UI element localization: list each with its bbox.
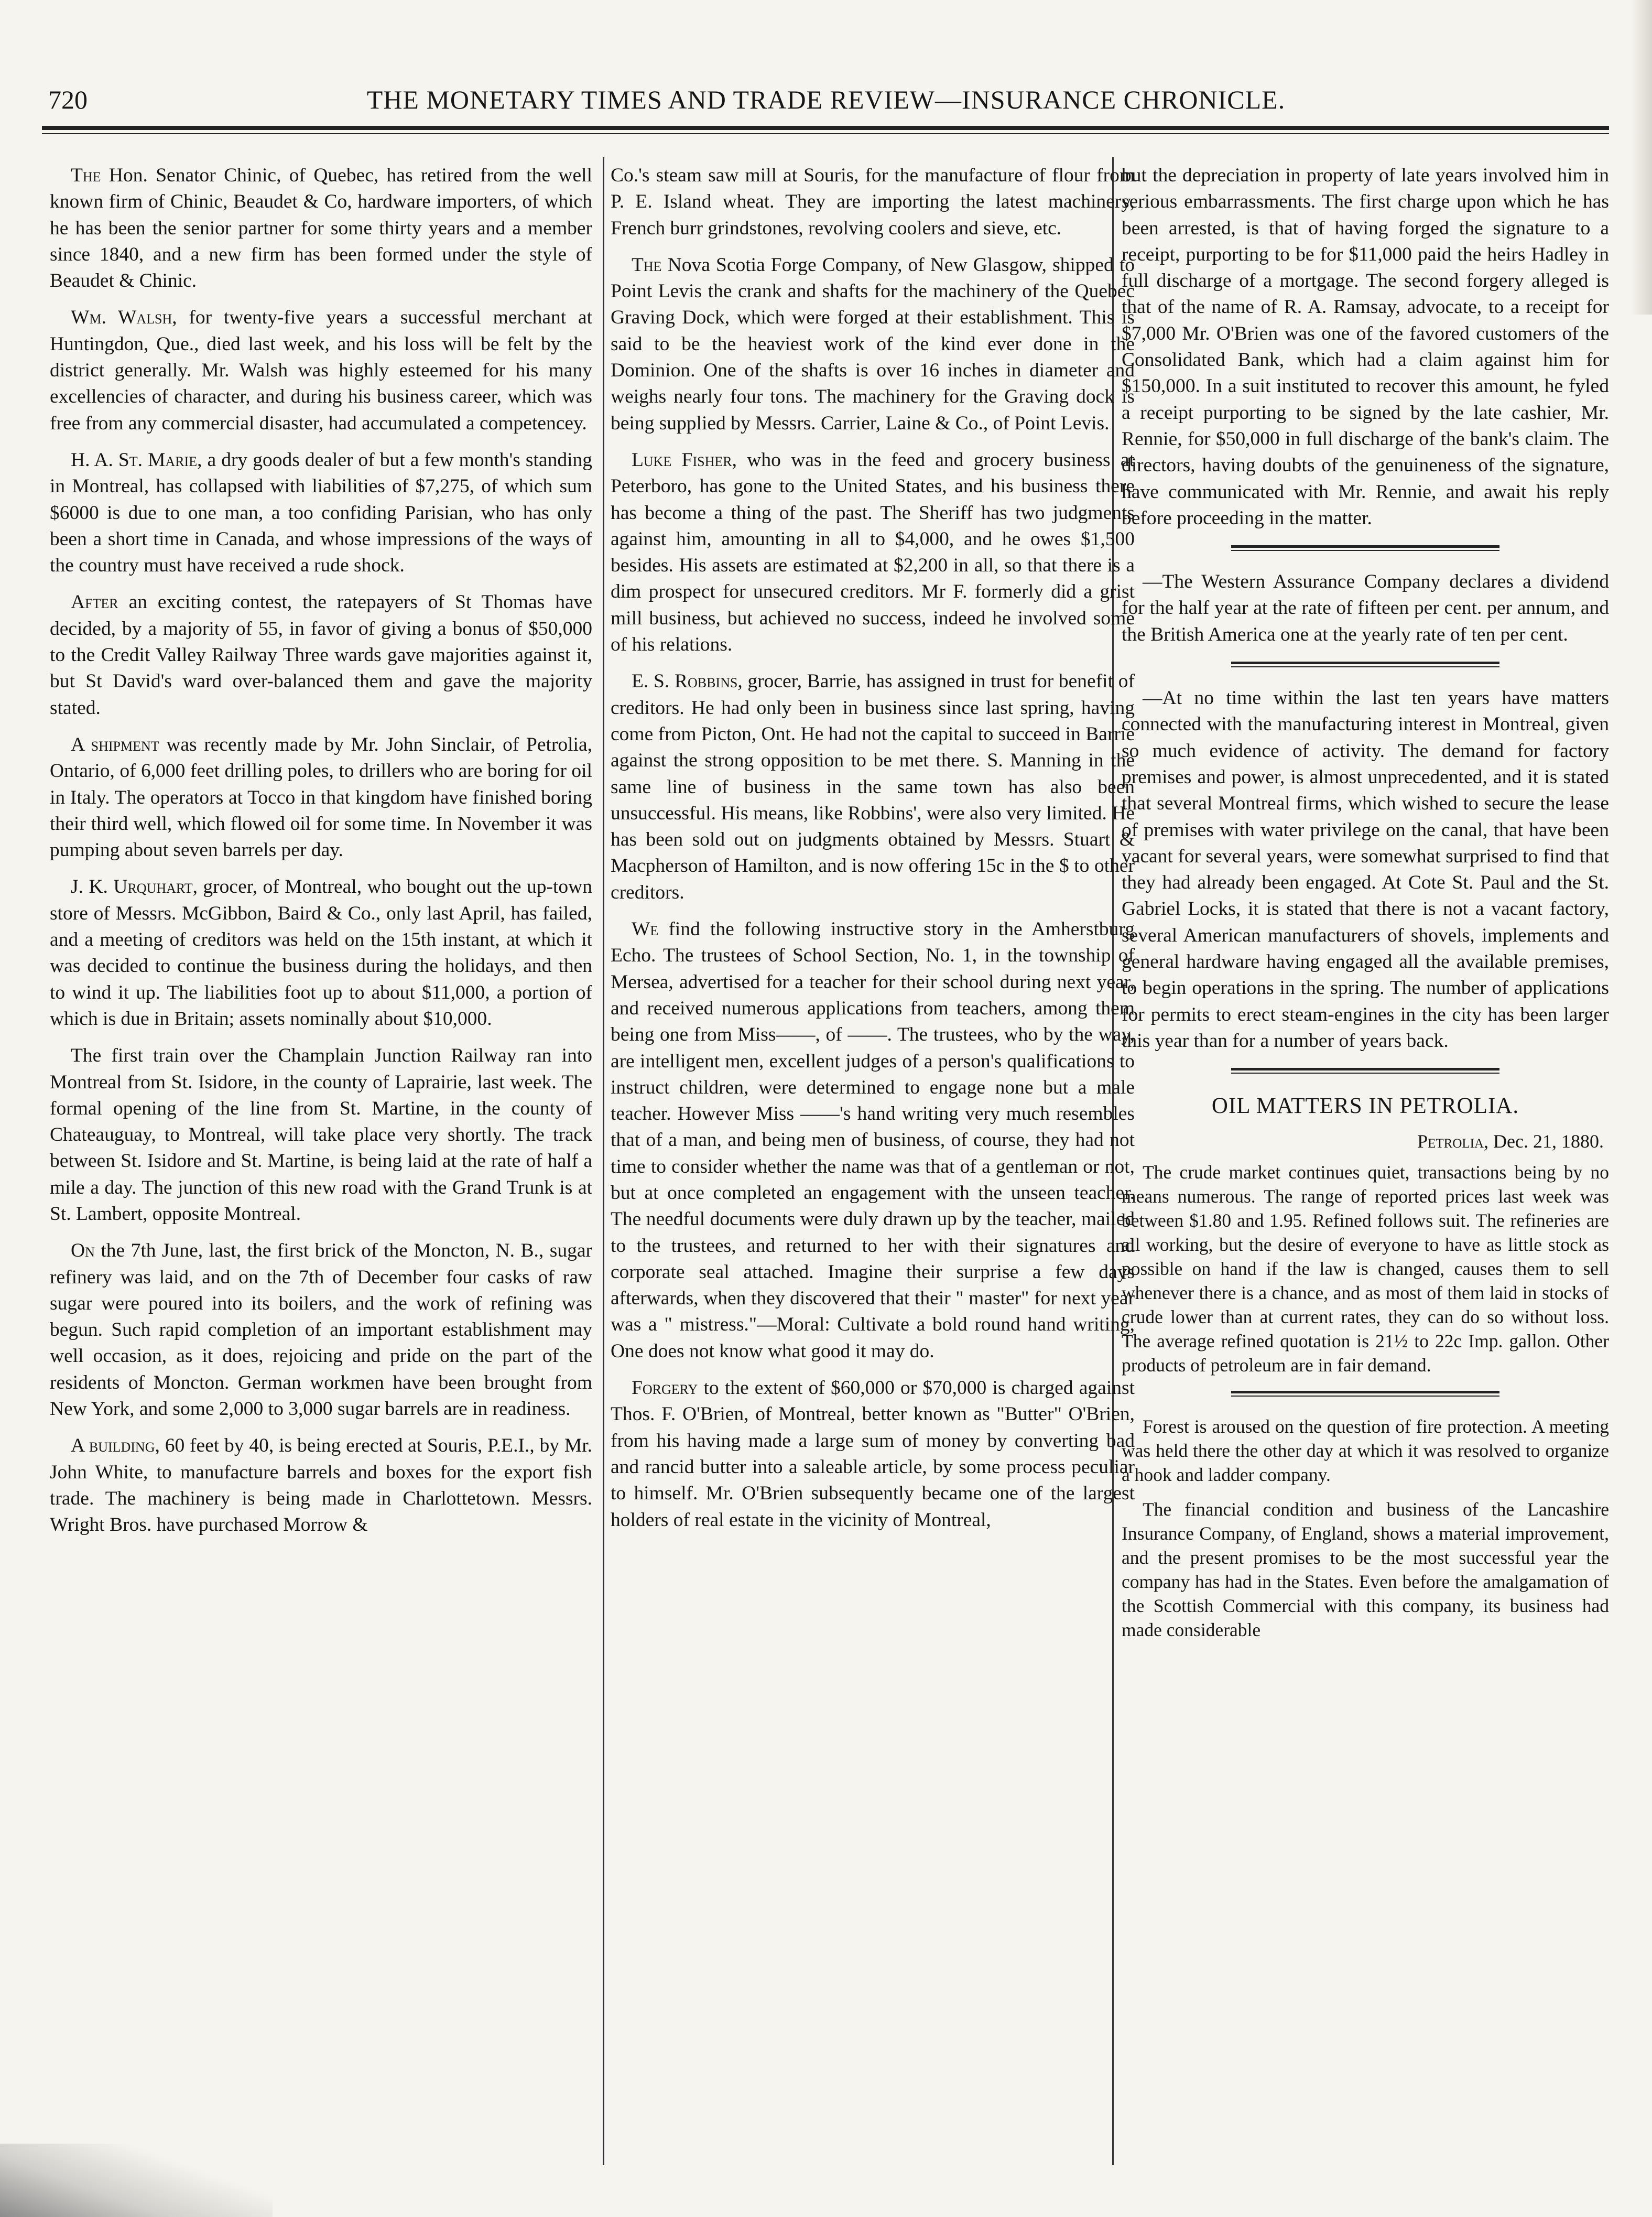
paragraph-lead: H. A. St. Marie,: [71, 449, 202, 471]
paragraph-text: —The Western Assurance Company declares a dividend for the half year at the rate of fifteen per cent. per annum, and the British America one at the yearly rate of ten per cent.: [1122, 571, 1609, 645]
paragraph-lead: After: [71, 591, 118, 613]
paragraph-lead: J. K. Urquhart,: [71, 876, 198, 898]
paragraph: [50, 732, 592, 863]
dateline-place: Petrolia,: [1417, 1131, 1489, 1152]
paragraph-text: Forest is aroused on the question of fire protection. A meeting was held there the other day at which it was resolved to organize a hook and ladder company.: [1122, 1415, 1609, 1485]
paragraph-text: who was in the feed and grocery business at Peterboro, has gone to the United States, and his business there has become a thing of the past. The Sheriff has two judgments against him, amounting in all to $4,000, and he owes $1,500 besides. His assets are estimated at $2,200 in all, so that there is a dim prospect for unsecured creditors. Mr F. formerly did a grist mill business, but achieved no success, indeed he involved some of his relations.: [611, 449, 1135, 656]
paragraph-text: a dry goods dealer of but a few month's standing in Montreal, has collapsed with liabilities of $7,275, of which sum $6000 is due to one man, a too confiding Parisian, who has only been a short time in Canada, and whose impressions of the ways of the country must have received a rude shock.: [50, 449, 592, 577]
paragraph: [611, 163, 1135, 242]
page-number: 720: [48, 85, 88, 114]
paragraph: [50, 163, 592, 294]
paragraph: [50, 1433, 592, 1538]
paragraph-text: grocer, of Montreal, who bought out the up-town store of Messrs. McGibbon, Baird & Co., only last April, has failed, and a meeting of creditors was held on the 15th instant, at which it was decided to continue the business during the holidays, and then to wind it up. The liabilities foot up to about $11,000, a portion of which is due in Britain; assets nominally about $10,000.: [50, 876, 592, 1030]
dateline-date: Dec. 21, 1880.: [1488, 1131, 1604, 1152]
paragraph-text: The first train over the Champlain Junction Railway ran into Montreal from St. Isidore, in the county of Laprairie, last week. The formal opening of the line from St. Martine, in the county of Chateauguay, to Montreal, will take place very shortly. The track between St. Isidore and St. Martine, is being laid at the rate of half a mile a day. The junction of this new road with the Grand Trunk is at St. Lambert, opposite Montreal.: [50, 1045, 592, 1225]
paragraph-text: to the extent of $60,000 or $70,000 is charged against Thos. F. O'Brien, of Montreal, better known as "Butter" O'Brien, from his having made a large sum of money by converting bad and rancid butter into a saleable article, by some process peculiar to himself. Mr. O'Brien subsequently became one of the largest holders of real estate in the vicinity of Montreal,: [611, 1377, 1135, 1531]
paragraph-text: Co.'s steam saw mill at Souris, for the manufacture of flour from P. E. Island wheat. They are importing the latest machinery, French burr grindstones, revolving coolers and sieve, etc.: [611, 165, 1135, 239]
paragraph: [50, 589, 592, 721]
scan-edge: [1631, 0, 1652, 315]
column-3: [1122, 163, 1609, 2170]
paragraph: [611, 252, 1135, 437]
paragraph: [1122, 1160, 1609, 1377]
paragraph-lead: Luke Fisher,: [632, 449, 737, 471]
dateline: [1122, 1128, 1604, 1154]
paragraph-text: grocer, Barrie, has assigned in trust for benefit of creditors. He had only been in business since last spring, having come from Picton, Ont. He had not the capital to succeed in Barrie against the strong opposition to be met there. S. Manning in the same line of business in the same town has also been unsuccessful. His means, like Robbins', were also very limited. He has been sold out on judgments obtained by Messrs. Stuart & Macpherson of Hamilton, and is now offering 15c in the $ to other creditors.: [611, 670, 1135, 903]
section-divider: [1231, 662, 1499, 667]
paragraph-text: find the following instructive story in the Amherstburg Echo. The trustees of School Section, No. 1, in the township of Mersea, advertised for a teacher for their school during next year, and received numerous applications from teachers, among them being one from Miss——, of ——. The trustees, who by the way, are intelligent men, excellent judges of a person's qualifications to instruct children, were determined to engage none but a male teacher. However Miss ——'s hand writing very much resembles that of a man, and being men of business, of course, they had not time to consider whether the name was that of a gentleman or not, but at once completed an engagement with the unseen teacher. The needful documents were duly drawn up by the teacher, mailed to the trustees, and returned to her with their signatures and corporate seal attached. Imagine their surprise a few days afterwards, when they discovered that their " master" for next year was a " mistress."—Moral: Cultivate a bold round hand writing, One does not know what good it may do.: [611, 918, 1135, 1362]
paragraph: [1122, 163, 1609, 532]
paragraph-lead: On: [71, 1240, 95, 1262]
paragraph: [50, 874, 592, 1032]
paragraph-lead: E. S. Robbins,: [632, 670, 743, 693]
paragraph-text: Hon. Senator Chinic, of Quebec, has retired from the well known firm of Chinic, Beaudet & Co, hardware importers, of which he has been the senior partner for some thirty years and a member since 1840, and a new firm has been formed under the style of Beaudet & Chinic.: [50, 165, 592, 292]
column-1: [50, 163, 592, 2170]
paragraph: [1122, 1497, 1609, 1642]
paragraph: [611, 668, 1135, 906]
paragraph: [50, 1238, 592, 1422]
section-title: OIL MATTERS IN PETROLIA.: [1211, 1094, 1519, 1119]
section-divider: [1231, 1391, 1499, 1397]
section-divider: [1231, 1068, 1499, 1074]
paragraph-text: an exciting contest, the ratepayers of St Thomas have decided, by a majority of 55, in favor of giving a bonus of $50,000 to the Credit Valley Railway Three wards gave majorities against it, but St David's ward over-balanced them and gave the majority stated.: [50, 591, 592, 719]
paragraph: [50, 447, 592, 579]
paragraph-text: The crude market continues quiet, transactions being by no means numerous. The range of reported prices last week was between $1.80 and 1.95. Refined follows suit. The refineries are all working, but the desire of everyone to have as little stock as possible on hand if the law is changed, causes them to sell whenever there is a chance, and as most of them laid in stocks of crude lower than at current rates, they can do so without loss. The average refined quotation is 21½ to 22c Imp. gallon. Other products of petroleum are in fair demand.: [1122, 1161, 1609, 1376]
running-title: THE MONETARY TIMES AND TRADE REVIEW—INSURANCE CHRONICLE.: [366, 85, 1286, 114]
paragraph-lead: A shipment: [71, 733, 159, 755]
paragraph-text: for twenty-five years a successful merchant at Huntingdon, Que., died last week, and his loss will be felt by the district generally. Mr. Walsh was highly esteemed for his many excellencies of character, and during his business career, which was free from any commercial disaster, had accumulated a competencey.: [50, 307, 592, 434]
column-2: [611, 163, 1135, 2170]
page-header: [42, 79, 1610, 121]
paragraph-lead: We: [632, 918, 659, 940]
paragraph: [611, 916, 1135, 1365]
scan-shadow: [0, 2144, 273, 2217]
paragraph: [611, 447, 1135, 658]
section-divider: [1231, 545, 1499, 551]
paragraph: [50, 1043, 592, 1227]
paragraph-lead: The: [71, 165, 101, 186]
paragraph-lead: The: [632, 254, 662, 276]
paragraph-text: Nova Scotia Forge Company, of New Glasgow, shipped to Point Levis the crank and shafts for the machinery of the Quebec Graving Dock, which were forged at their establishment. This is said to be the heaviest work of the kind ever done in the Dominion. One of the shafts is over 16 inches in diameter and weighs nearly four tons. The machinery for the Graving dock is being supplied by Messrs. Carrier, Laine & Co., of Point Levis.: [611, 254, 1135, 434]
paragraph-text: but the depreciation in property of late years involved him in serious embarrassments. The first charge upon which he has been arrested, is that of having forged the signature to a receipt, purporting to be for $11,000 paid the heirs Hadley in full discharge of a mortgage. The second forgery alleged is that of the name of R. A. Ramsay, advocate, to a receipt for $7,000 Mr. O'Brien was one of the favored customers of the Consolidated Bank, which had a claim against him for $150,000. In a suit instituted to recover this amount, he fyled a receipt purporting to be signed by the late cashier, Mr. Rennie, for $50,000 in full discharge of the bank's claim. The directors, having doubts of the genuineness of the signature, have communicated with Mr. Rennie, and await his reply before proceeding in the matter.: [1122, 165, 1609, 529]
paragraph: [50, 305, 592, 436]
header-rule: [42, 126, 1609, 134]
column-rule-1: [603, 157, 604, 2165]
paragraph: [1122, 685, 1609, 1054]
paragraph-text: was recently made by Mr. John Sinclair, of Petrolia, Ontario, of 6,000 feet drilling poles, to drillers who are boring for oil in Italy. The operators at Tocco in that kingdom have finished boring their third well, which flowed oil for some time. In November it was pumping about seven barrels per day.: [50, 733, 592, 861]
paragraph: [1122, 569, 1609, 648]
paragraph-text: The financial condition and business of the Lancashire Insurance Company, of England, shows a material improvement, and the present promises to be the most successful year the company has had in the States. Even before the amalgamation of the Scottish Commercial with this company, its business had made considerable: [1122, 1498, 1609, 1640]
paragraph-lead: Wm. Walsh,: [71, 307, 177, 329]
paragraph-text: 60 feet by 40, is being erected at Souris, P.E.I., by Mr. John White, to manufacture barrels and boxes for the export fish trade. The machinery is being made in Charlottetown. Messrs. Wright Bros. have purchased Morrow &: [50, 1435, 592, 1536]
paragraph-text: the 7th June, last, the first brick of the Moncton, N. B., sugar refinery was laid, and on the 7th of December four casks of raw sugar were poured into its boilers, and the work of refining was begun. Such rapid completion of an important establishment may well occasion, as it does, rejoicing and pride on the part of the residents of Moncton. German workmen have been brought from New York, and some 2,000 to 3,000 sugar barrels are in readiness.: [50, 1240, 592, 1420]
paragraph-lead: Forgery: [632, 1377, 698, 1399]
paragraph-text: —At no time within the last ten years have matters connected with the manufacturing interest in Montreal, given so much evidence of activity. The demand for factory premises and power, is almost unprecedented, and it is stated that several Montreal firms, which wished to secure the lease of premises with water privilege on the canal, that have been vacant for several years, were somewhat surprised to find that they had already been engaged. At Cote St. Paul and the St. Gabriel Locks, it is stated that there is not a vacant factory, several American manufacturers of shovels, implements and general hardware having engaged all the available premises, to begin operations in the spring. The number of applications for permits to erect steam-engines in the city has been larger this year than for a number of years back.: [1122, 687, 1609, 1052]
paragraph-lead: A building,: [71, 1435, 160, 1457]
paragraph: [1122, 1414, 1609, 1487]
paragraph: [611, 1375, 1135, 1533]
